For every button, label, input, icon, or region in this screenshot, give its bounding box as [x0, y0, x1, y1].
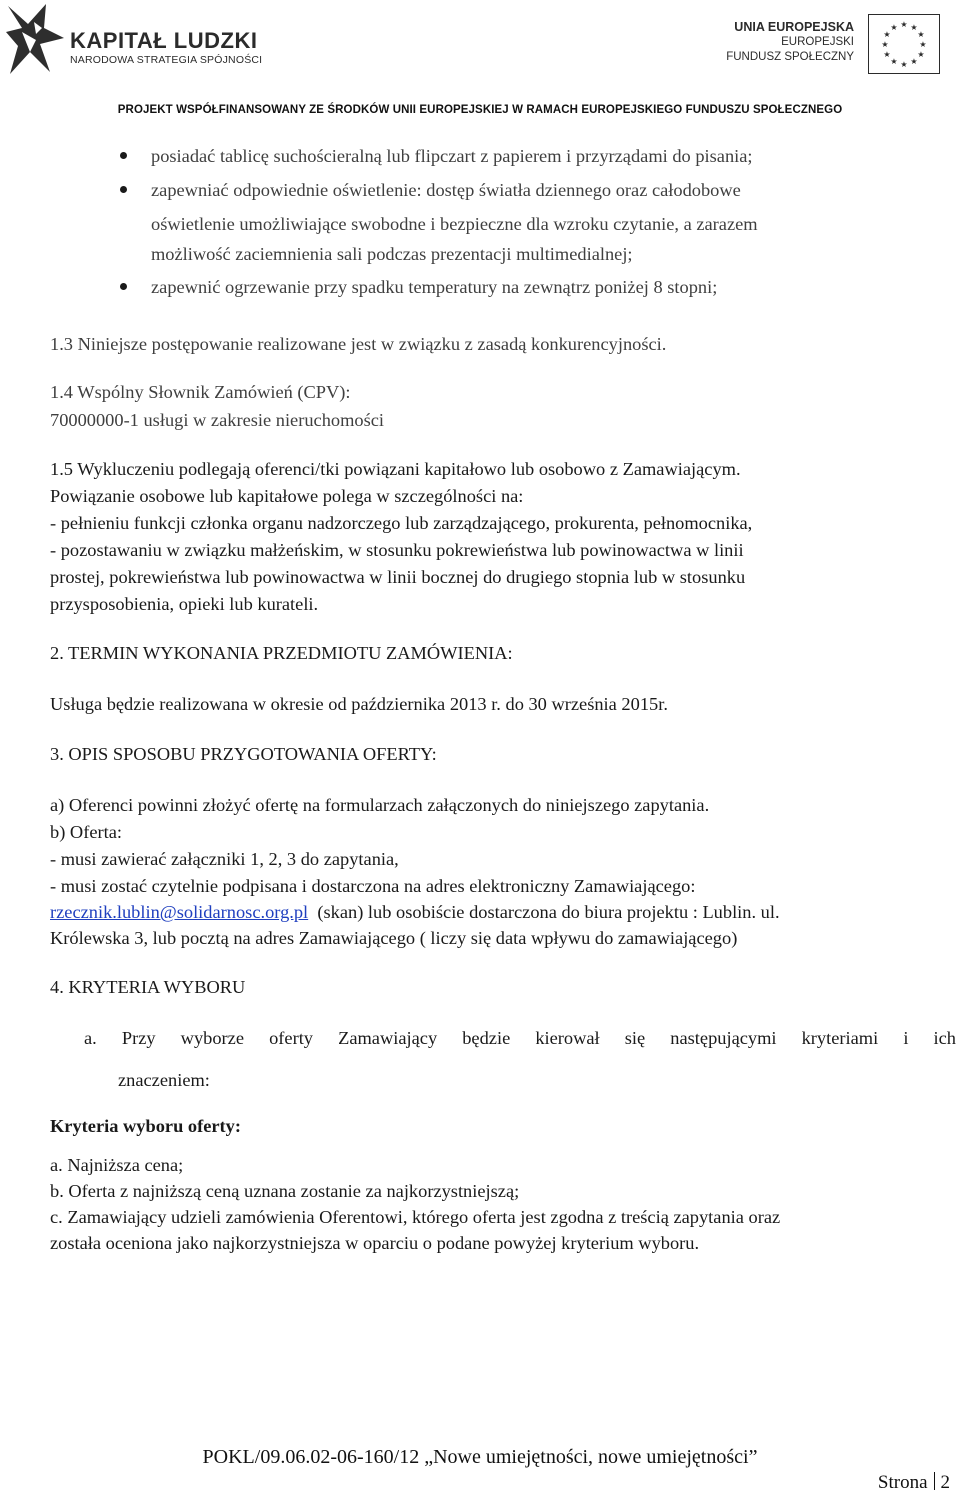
svg-text:★: ★ — [883, 30, 891, 39]
section-2-text: Usługa będzie realizowana w okresie od października 2013 r. do 30 września 2015r. — [50, 694, 668, 714]
section-1-3: 1.3 Niniejsze postępowanie realizowane jest w związku z zasadą konkurencyjności. — [50, 334, 667, 354]
criteria-item-continuation: została oceniona jako najkorzystniejsza w oparciu o podane powyżej kryterium wyboru. — [50, 1233, 700, 1253]
page-separator — [934, 1472, 935, 1490]
bullet-dot — [120, 186, 127, 193]
svg-text:★: ★ — [890, 23, 898, 32]
svg-text:★: ★ — [910, 23, 918, 32]
section-1-5-line: - pozostawaniu w związku małżeńskim, w stosunku pokrewieństwa lub powinowactwa w linii — [50, 540, 744, 560]
footer-reference: POKL/09.06.02-06-160/12 „Nowe umiejętności, nowe umiejętności” — [202, 1446, 758, 1468]
section-3-line-a: a) Oferenci powinni złożyć ofertę na formularzach załączonych do niniejszego zapytania. — [50, 795, 710, 815]
svg-text:★: ★ — [919, 40, 927, 49]
section-1-5-line: przysposobienia, opieki lub kurateli. — [50, 594, 319, 614]
eu-logo-text — [726, 20, 854, 65]
bullet-dot — [120, 152, 127, 159]
section-3-line-d: - musi zostać czytelnie podpisana i dostarczona na adres elektroniczny Zamawiającego: — [50, 876, 696, 896]
svg-text:★: ★ — [883, 50, 891, 59]
section-3-line-f: Królewska 3, lub pocztą na adres Zamawiającego ( liczy się data wpływu do zamawiającego) — [50, 928, 738, 948]
kapital-ludzki-star-icon — [6, 2, 66, 78]
criteria-item: a. Najniższa cena; — [50, 1155, 184, 1175]
svg-text:★: ★ — [900, 20, 908, 29]
section-3-line-e — [50, 900, 780, 924]
bullet-item-continuation: oświetlenie umożliwiające swobodne i bezpieczne dla wzroku czytanie, a zarazem — [151, 214, 758, 234]
eu-line-1: UNIA EUROPEJSKA — [734, 20, 854, 34]
criteria-item: c. Zamawiający udzieli zamówienia Oferentowi, którego oferta jest zgodna z treścią zapytania oraz — [50, 1207, 781, 1227]
page-number — [878, 1472, 950, 1494]
section-3-line-c: - musi zawierać załączniki 1, 2, 3 do zapytania, — [50, 849, 399, 869]
section-1-5-line: 1.5 Wykluczeniu podlegają oferenci/tki powiązani kapitałowo lub osobowo z Zamawiającym. — [50, 459, 741, 479]
page-number-value: 2 — [940, 1472, 950, 1493]
eu-flag-icon — [868, 14, 940, 74]
bullet-item: posiadać tablicę suchościeralną lub flipczart z papierem i przyrządami do pisania; — [151, 146, 753, 166]
kapital-ludzki-logo — [6, 2, 266, 78]
eu-line-2: EUROPEJSKI — [781, 36, 854, 48]
section-3-line-b: b) Oferta: — [50, 822, 122, 842]
bullet-item: zapewniać odpowiednie oświetlenie: dostęp światła dziennego oraz całodobowe — [151, 180, 741, 200]
section-1-5-line: prostej, pokrewieństwa lub powinowactwa w linii bocznej do drugiego stopnia lub w stosunku — [50, 567, 746, 587]
page-label: Strona — [877, 1472, 928, 1493]
svg-text:★: ★ — [900, 60, 908, 69]
bullet-item: zapewnić ogrzewanie przy spadku temperatury na zewnątrz poniżej 8 stopni; — [151, 277, 718, 297]
svg-text:★: ★ — [881, 40, 889, 49]
bullet-dot — [120, 283, 127, 290]
bullet-item-continuation: możliwość zaciemnienia sali podczas prezentacji multimedialnej; — [151, 244, 633, 264]
svg-text:★: ★ — [890, 57, 898, 66]
section-1-4-title: 1.4 Wspólny Słownik Zamówień (CPV): — [50, 382, 351, 402]
section-2-heading: 2. TERMIN WYKONANIA PRZEDMIOTU ZAMÓWIENIA: — [50, 643, 513, 663]
svg-text:★: ★ — [910, 57, 918, 66]
criteria-item: b. Oferta z najniższą ceną uznana zostanie za najkorzystniejszą; — [50, 1181, 520, 1201]
logo-title: KAPITAŁ LUDZKI — [70, 28, 258, 53]
section-1-5-line: - pełnieniu funkcji członka organu nadzorczego lub zarządzającego, prokurenta, pełnomocnika, — [50, 513, 753, 533]
eu-line-3: FUNDUSZ SPOŁECZNY — [726, 51, 854, 63]
section-3-heading: 3. OPIS SPOSOBU PRZYGOTOWANIA OFERTY: — [50, 744, 437, 764]
project-cofinancing-line: PROJEKT WSPÓŁFINANSOWANY ZE ŚRODKÓW UNII EUROPEJSKIEJ W RAMACH EUROPEJSKIEGO FUNDUSZU SPOŁECZNEGO — [117, 104, 843, 116]
cpv-code: 70000000-1 usługi w zakresie nieruchomości — [50, 410, 385, 430]
section-4-item-a-line1: a. Przy wyborze oferty Zamawiający będzie kierował się następującymi kryteriami i ich — [84, 1028, 956, 1048]
logo-subtitle: NARODOWA STRATEGIA SPÓJNOŚCI — [70, 54, 263, 66]
svg-text:★: ★ — [917, 30, 925, 39]
section-3-line-e-rest: (skan) lub osobiście dostarczona do biura projektu : Lublin. ul. — [308, 902, 780, 922]
criteria-title: Kryteria wyboru oferty: — [50, 1116, 241, 1136]
section-1-5-line: Powiązanie osobowe lub kapitałowe polega w szczególności na: — [50, 486, 524, 506]
section-4-item-a-line2: znaczeniem: — [118, 1070, 210, 1090]
section-4-heading: 4. KRYTERIA WYBORU — [50, 977, 246, 997]
svg-text:★: ★ — [917, 50, 925, 59]
email-link[interactable]: rzecznik.lublin@solidarnosc.org.pl — [50, 902, 309, 922]
